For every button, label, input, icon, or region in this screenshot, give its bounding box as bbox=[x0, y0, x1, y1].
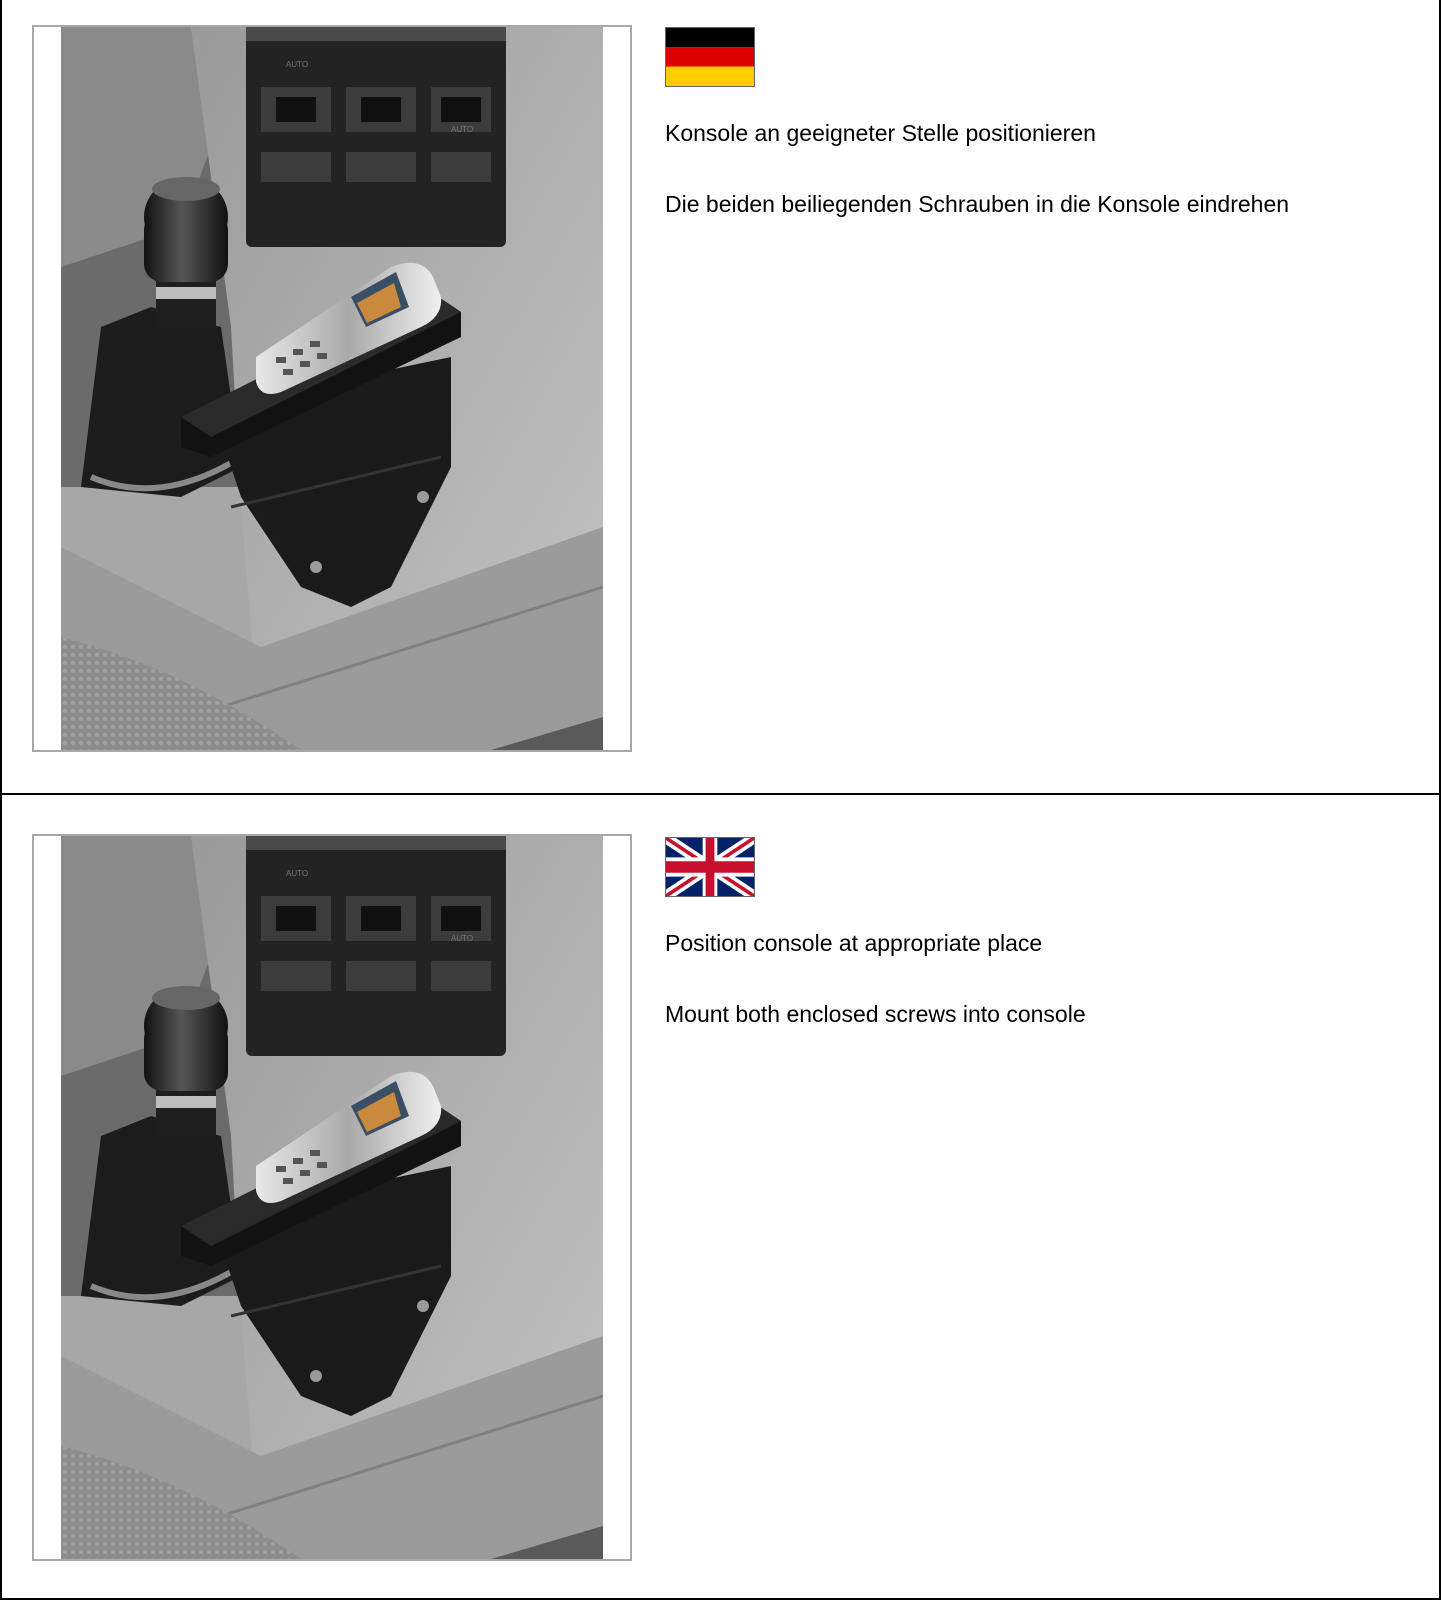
instruction-line: Mount both enclosed screws into console bbox=[665, 1001, 1086, 1027]
car-console-phone-holder-image bbox=[61, 836, 603, 1559]
car-console-phone-holder-image bbox=[61, 27, 603, 750]
english-instruction-section bbox=[0, 795, 1441, 1600]
german-instruction-section bbox=[0, 0, 1441, 795]
germany-flag-icon bbox=[665, 27, 755, 87]
console-installation-photo bbox=[32, 834, 632, 1561]
instruction-line: Konsole an geeigneter Stelle positionieren bbox=[665, 120, 1096, 146]
instruction-line: Position console at appropriate place bbox=[665, 930, 1043, 956]
instruction-line: Die beiden beiliegenden Schrauben in die Konsole eindrehen bbox=[665, 191, 1290, 217]
uk-flag-icon bbox=[665, 837, 755, 897]
console-installation-photo bbox=[32, 25, 632, 752]
